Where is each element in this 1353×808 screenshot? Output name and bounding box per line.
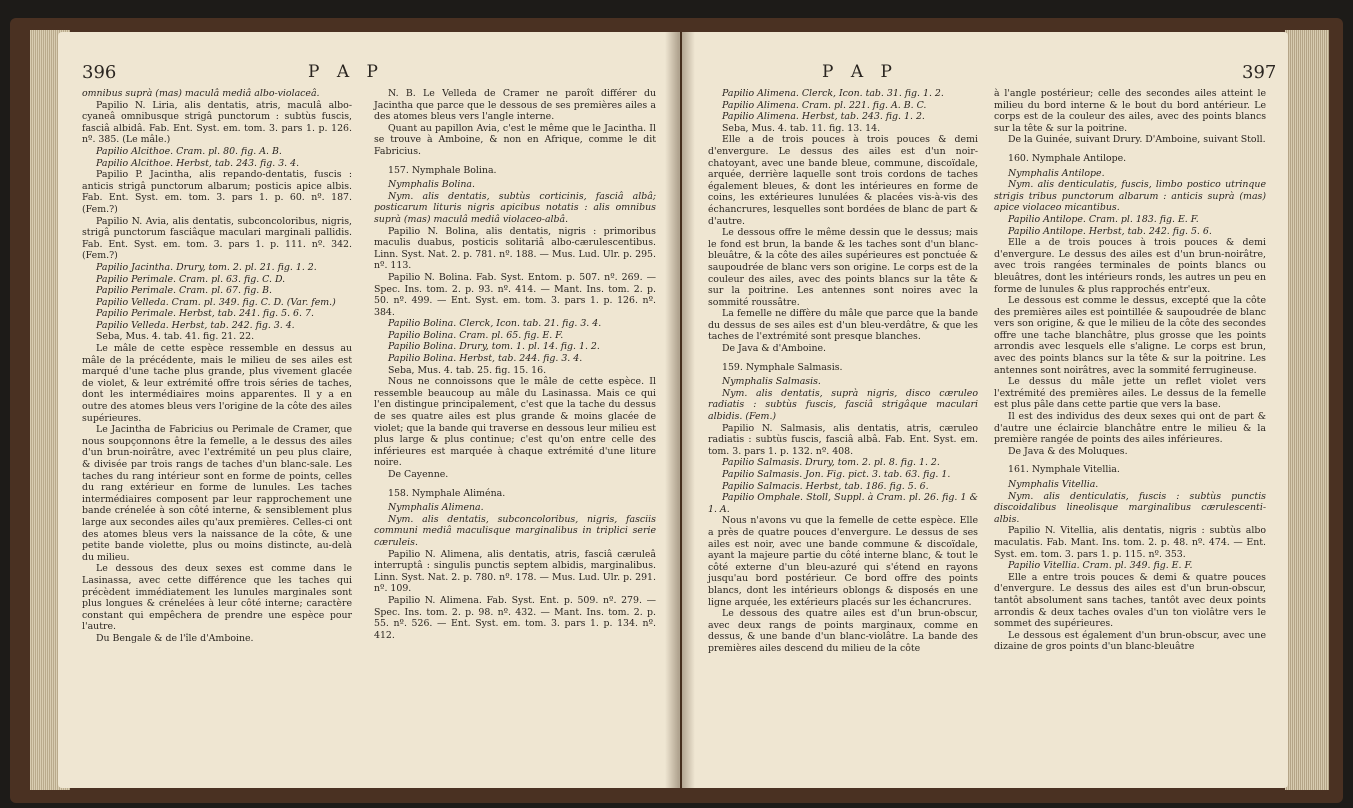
paragraph: à l'angle postérieur; celle des secondes ailes atteint le milieu du bord interne & le bout du bord antérieur. Le corps est de la couleur des ailes, avec des points blancs sur la tête & sur la poitrine. (994, 88, 1266, 134)
paragraph: Papilio N. Bolina. Fab. Syst. Entom. p. 507. nº. 269. — Spec. Ins. tom. 2. p. 93. nº. 414. — Mant. Ins. tom. 2. p. 50. nº. 499. — Ent. Syst. em. tom. 3. pars 1. p. 126. nº. 384. (374, 271, 656, 318)
paragraph: Le dessous est comme le dessus, excepté que la côte des premières ailes est pointillée & saupoudrée de blanc vers son origine, & que le milieu de la côte des secondes offre une tache blanchâtre, plus grosse que les points arrondis avec lesquels elle s'aligne. Le corps est brun, avec des points blancs sur la tête & sur la poitrine. Les antennes sont noirâtres, avec la sommité ferrugineuse. (994, 295, 1266, 376)
paragraph: Nous ne connoissons que le mâle de cette espèce. Il ressemble beaucoup au mâle du Lasinassa. Mais ce qui l'en distingue principalement, c'est que la tache du dessus de ses quatre ailes est plus grande & moins glacée de violet; que la bande qui traverse en dessous leur milieu est plus large & plus continue; c'est qu'on entre celle des inférieures est marquée à chaque extrémité d'une liture noire. (374, 376, 656, 469)
paragraph: Papilio N. Avia, alis dentatis, subconcoloribus, nigris, strigâ punctorum fasciâque maculari marginali pallidis. Fab. Ent. Syst. em. tom. 3. pars 1. p. 111. nº. 342. (Fem.?) (82, 215, 352, 262)
paragraph: N. B. Le Velleda de Cramer ne paroît différer du Jacintha que parce que le dessous de ses premières ailes a des atomes bleus vers l'angle interne. (374, 88, 656, 123)
paragraph: De Java & d'Amboine. (722, 343, 827, 355)
paragraph: Papilio P. Jacintha, alis repando-dentatis, fuscis : anticis strigâ punctorum albarum; posticis apice albis. Fab. Ent. Syst. em. tom. 3. pars 1. p. 60. nº. 187. (Fem.?) (82, 169, 352, 215)
paragraph: Quant au papillon Avia, c'est le même que le Jacintha. Il se trouve à Amboine, & non en Afrique, comme le dit Fabricius. (374, 122, 656, 157)
left-page (58, 32, 680, 788)
paragraph: Nymphalis Antilope. (1008, 167, 1105, 179)
paragraph: 158. Nymphale Aliména. (388, 487, 506, 499)
paragraph: Papilio Bolina. Cram. pl. 65. fig. E. F. (388, 329, 564, 341)
paragraph: Papilio Bolina. Herbst, tab. 244. fig. 3. 4. (388, 353, 583, 365)
paragraph: Papilio Omphale. Stoll, Suppl. à Cram. pl. 26. fig. 1 & 1. A. (708, 492, 978, 515)
paragraph: Le dessous des deux sexes est comme dans le Lasinassa, avec cette différence que les taches qui précèdent immédiatement les lunules marginales sont plus longues & crénelées à leur côté interne; caractère constant qui empêchera de prendre une espèce pour l'autre. (82, 563, 352, 633)
paragraph: Le dessous est également d'un brun-obscur, avec une dizaine de gros points d'un blanc-bleuâtre (994, 629, 1266, 653)
paragraph: De Java & des Moluques. (1008, 445, 1128, 457)
paragraph: 157. Nymphale Bolina. (388, 164, 497, 176)
paragraph: Nym. alis dentatis, suprà nigris, disco cæruleo radiatis : subtùs fuscis, fasciâ strigâque maculari albidis. (Fem.) (708, 387, 978, 423)
paragraph: Nous n'avons vu que la femelle de cette espèce. Elle a près de quatre pouces d'envergure. Le dessus de ses ailes est noir, avec une bande commune & discoïdale, ayant la majeure partie du côté interne blanc, & tout le côté externe d'un bleu-azuré qui s'étend en rayons jusqu'au bord postérieur. Ce bord offre des points blancs, dont les intérieurs oblongs & disposés en une ligne arquée, les extérieurs placés sur les échancrures. (708, 515, 978, 608)
paragraph: Papilio N. Liria, alis dentatis, atris, maculâ albo-cyaneâ omnibusque strigâ punctorum : subtùs fuscis, fasciâ albidâ. Fab. Ent. Syst. em. tom. 3. pars 1. p. 126. nº. 385. (Le mâle.) (82, 99, 352, 146)
paragraph: Nymphalis Bolina. (388, 179, 475, 191)
right-page (682, 32, 1288, 788)
paragraph: Il est des individus des deux sexes qui ont de part & d'autre une éclaircie blanchâtre entre le milieu & la première rangée de points des ailes inférieures. (994, 411, 1266, 446)
right-page-edges (1285, 30, 1329, 790)
book-gutter (665, 32, 695, 788)
paragraph: Papilio Vitellia. Cram. pl. 349. fig. E. F. (1008, 560, 1193, 572)
paragraph: Papilio Velleda. Herbst, tab. 242. fig. 3. 4. (96, 319, 295, 331)
paragraph: 160. Nymphale Antilope. (1008, 152, 1127, 164)
paragraph: 159. Nymphale Salmasis. (722, 361, 843, 373)
paragraph: Papilio Antilope. Herbst, tab. 242. fig. 5. 6. (1008, 225, 1212, 237)
paragraph: Papilio Perimale. Cram. pl. 63. fig. C. D. (96, 273, 286, 285)
paragraph: Papilio Jacintha. Drury, tom. 2. pl. 21. fig. 1. 2. (96, 261, 317, 273)
paragraph: Papilio Perimale. Herbst, tab. 241. fig. 5. 6. 7. (96, 308, 314, 320)
paragraph: Seba, Mus. 4. tab. 11. fig. 13. 14. (722, 122, 881, 134)
paragraph: Papilio Salmacis. Herbst, tab. 186. fig. 5. 6. (722, 480, 929, 492)
running-head: P A P (822, 62, 898, 82)
paragraph: Nym. alis dentatis, subtùs corticinis, fasciâ albâ; posticarum lituris nigris apicibus notatis : alis omnibus suprà (mas) maculâ mediâ violaceo-albâ. (374, 190, 656, 225)
paragraph: Papilio Antilope. Cram. pl. 183. fig. E. F. (1008, 213, 1199, 225)
page-number: 396 (82, 62, 117, 83)
paragraph: Seba, Mus. 4. tab. 25. fig. 15. 16. (388, 364, 547, 376)
paragraph: Papilio Salmasis. Drury, tom. 2. pl. 8. fig. 1. 2. (722, 457, 940, 469)
paragraph: Papilio Alimena. Clerck, Icon. tab. 31. fig. 1. 2. (722, 88, 944, 99)
paragraph: Le dessous des quatre ailes est d'un brun-obscur, avec deux rangs de points marginaux, comme en dessus, & une bande d'un blanc-violâtre. La bande des premières ailes descend du milieu de la côte (708, 608, 978, 654)
paragraph: Elle a entre trois pouces & demi & quatre pouces d'envergure. Le dessus des ailes est d'un brun-obscur, tantôt absolument sans taches, tantôt avec deux points arrondis & deux taches ovales d'un ton violâtre vers le sommet des supérieures. (994, 571, 1266, 630)
paragraph: De la Guinée, suivant Drury. D'Amboine, suivant Stoll. (1008, 134, 1266, 146)
paragraph: Nymphalis Salmasis. (722, 376, 821, 388)
paragraph: Papilio N. Alimena, alis dentatis, atris, fasciâ cæruleâ interruptâ : singulis punctis septem albidis, marginalibus. Linn. Syst. Nat. 2. p. 780. nº. 178. — Mus. Lud. Ulr. p. 291. nº. 109. (374, 548, 656, 595)
page-number: 397 (1242, 62, 1277, 83)
paragraph: Seba, Mus. 4. tab. 41. fig. 21. 22. (96, 331, 255, 343)
running-head: P A P (308, 62, 384, 82)
paragraph: Du Bengale & de l'île d'Amboine. (96, 632, 254, 644)
paragraph: Papilio N. Salmasis, alis dentatis, atris, cæruleo radiatis : subtùs fuscis, fasciâ albâ. Fab. Ent. Syst. em. tom. 3. pars 1. p. 132. nº. 408. (708, 422, 978, 457)
paragraph: Papilio N. Vitellia, alis dentatis, nigris : subtùs albo maculatis. Fab. Mant. Ins. tom. 2. p. 48. nº. 474. — Ent. Syst. em. tom. 3. pars 1. p. 115. nº. 353. (994, 525, 1266, 560)
paragraph: Nymphalis Alimena. (388, 502, 484, 514)
paragraph: Nym. alis dentatis, subconcoloribus, nigris, fasciis communi mediâ maculisque marginalibus in triplici serie cæruleis. (374, 513, 656, 548)
left-column-1 (82, 88, 352, 645)
paragraph: Papilio N. Bolina, alis dentatis, nigris : primoribus maculis duabus, posticis solitariâ albo-cærulescentibus. Linn. Syst. Nat. 2. p. 781. nº. 188. — Mus. Lud. Ulr. p. 295. nº. 113. (374, 225, 656, 272)
paragraph: Le dessous offre le même dessin que le dessus; mais le fond est brun, la bande & les taches sont d'un blanc-bleuâtre, & la côte des ailes supérieures est ponctuée & saupoudrée de blanc vers son origine. Le corps est de la couleur des ailes, avec des points blancs sur la tête & sur la poitrine. Les antennes sont noires avec la sommité roussâtre. (708, 227, 978, 308)
paragraph: Papilio Velleda. Cram. pl. 349. fig. C. D. (Var. fem.) (96, 296, 336, 308)
paragraph: De Cayenne. (388, 469, 449, 480)
paragraph: Papilio Perimale. Cram. pl. 67. fig. B. (96, 285, 273, 297)
paragraph: Nym. alis denticulatis, fuscis : subtùs punctis discoidalibus lineolisque marginalibus cærulescenti-albis. (994, 490, 1266, 525)
paragraph: Le mâle de cette espèce ressemble en dessus au mâle de la précédente, mais le milieu de ses ailes est marqué d'une tache plus grande, plus vivement glacée de violet, & leur extrémité offre trois séries de taches, dont les intermédiaires moins apparentes. Il y a en outre des atomes bleus vers l'origine de la côte des ailes supérieures. (82, 343, 352, 424)
paragraph: Elle a de trois pouces à trois pouces & demi d'envergure. Le dessus des ailes est d'un noir-chatoyant, avec une bande bleue, commune, discoïdale, arquée, derrière laquelle sont trois cordons de taches également bleues, & dont les intérieures en forme de coins, les extérieures lunulées & placées vis-à-vis des échancrures, lesquelles sont bordées de blanc de part & d'autre. (708, 134, 978, 227)
open-book (10, 18, 1343, 803)
paragraph: Papilio Bolina. Drury, tom. 1. pl. 14. fig. 1. 2. (388, 341, 600, 353)
paragraph: Papilio Bolina. Clerck, Icon. tab. 21. fig. 3. 4. (388, 318, 602, 330)
paragraph: Papilio Alcithoe. Herbst, tab. 243. fig. 3. 4. (96, 157, 300, 169)
paragraph: Papilio Alimena. Cram. pl. 221. fig. A. B. C. (722, 99, 927, 111)
paragraph: La femelle ne diffère du mâle que parce que la bande du dessus de ses ailes est d'un bleu-verdâtre, & que les taches de l'extrémité sont presque blanches. (708, 308, 978, 343)
paragraph: Nym. alis denticulatis, fuscis, limbo postico utrinque strigis tribus punctorum albarum : anticis suprà (mas) apice violaceo micantibus. (994, 179, 1266, 214)
paragraph: Elle a de trois pouces à trois pouces & demi d'envergure. Le dessus des ailes est d'un brun-noirâtre, avec trois rangées terminales de points blancs ou bleuâtres, dont les intérieurs ronds, les autres un peu en forme de lunules & plus rapprochés entr'eux. (994, 237, 1266, 295)
left-column-2 (374, 88, 656, 641)
paragraph: Le dessus du mâle jette un reflet violet vers l'extrémité des premières ailes. Le dessus de la femelle est plus pâle dans cette partie que vers la base. (994, 376, 1266, 411)
paragraph: Papilio Salmasis. Jon. Fig. pict. 3. tab. 63. fig. 1. (722, 469, 951, 480)
paragraph: Papilio N. Alimena. Fab. Syst. Ent. p. 509. nº. 279. — Spec. Ins. tom. 2. p. 98. nº. 432. — Mant. Ins. tom. 2. p. 55. nº. 526. — Ent. Syst. em. tom. 3. pars 1. p. 134. nº. 412. (374, 594, 656, 641)
right-column-1 (708, 88, 978, 655)
paragraph: Nymphalis Vitellia. (1008, 479, 1099, 490)
paragraph: Papilio Alimena. Herbst, tab. 243. fig. 1. 2. (722, 111, 925, 123)
paragraph: omnibus suprà (mas) maculâ mediâ albo-violaceâ. (82, 88, 320, 99)
paragraph: 161. Nymphale Vitellia. (1008, 464, 1120, 476)
right-column-2 (994, 88, 1266, 653)
paragraph: Papilio Alcithoe. Cram. pl. 80. fig. A. B. (96, 145, 282, 157)
paragraph: Le Jacintha de Fabricius ou Perimale de Cramer, que nous soupçonnons être la femelle, a le dessus des ailes d'un brun-noirâtre, avec l'extrémité un peu plus claire, & divisée par trois rangs de taches d'un blanc-sale. Les taches du rang intérieur sont en forme de points, celles du rang extérieur en forme de lunules. Les taches intermédiaires composent par leur rapprochement une bande crénelée à son côté interne, & sensiblement plus large aux secondes ailes qu'aux premières. Celles-ci ont des atomes bleus vers la naissance de la côte, & une petite bande violette, plus ou moins distincte, au-delà du milieu. (82, 424, 352, 563)
